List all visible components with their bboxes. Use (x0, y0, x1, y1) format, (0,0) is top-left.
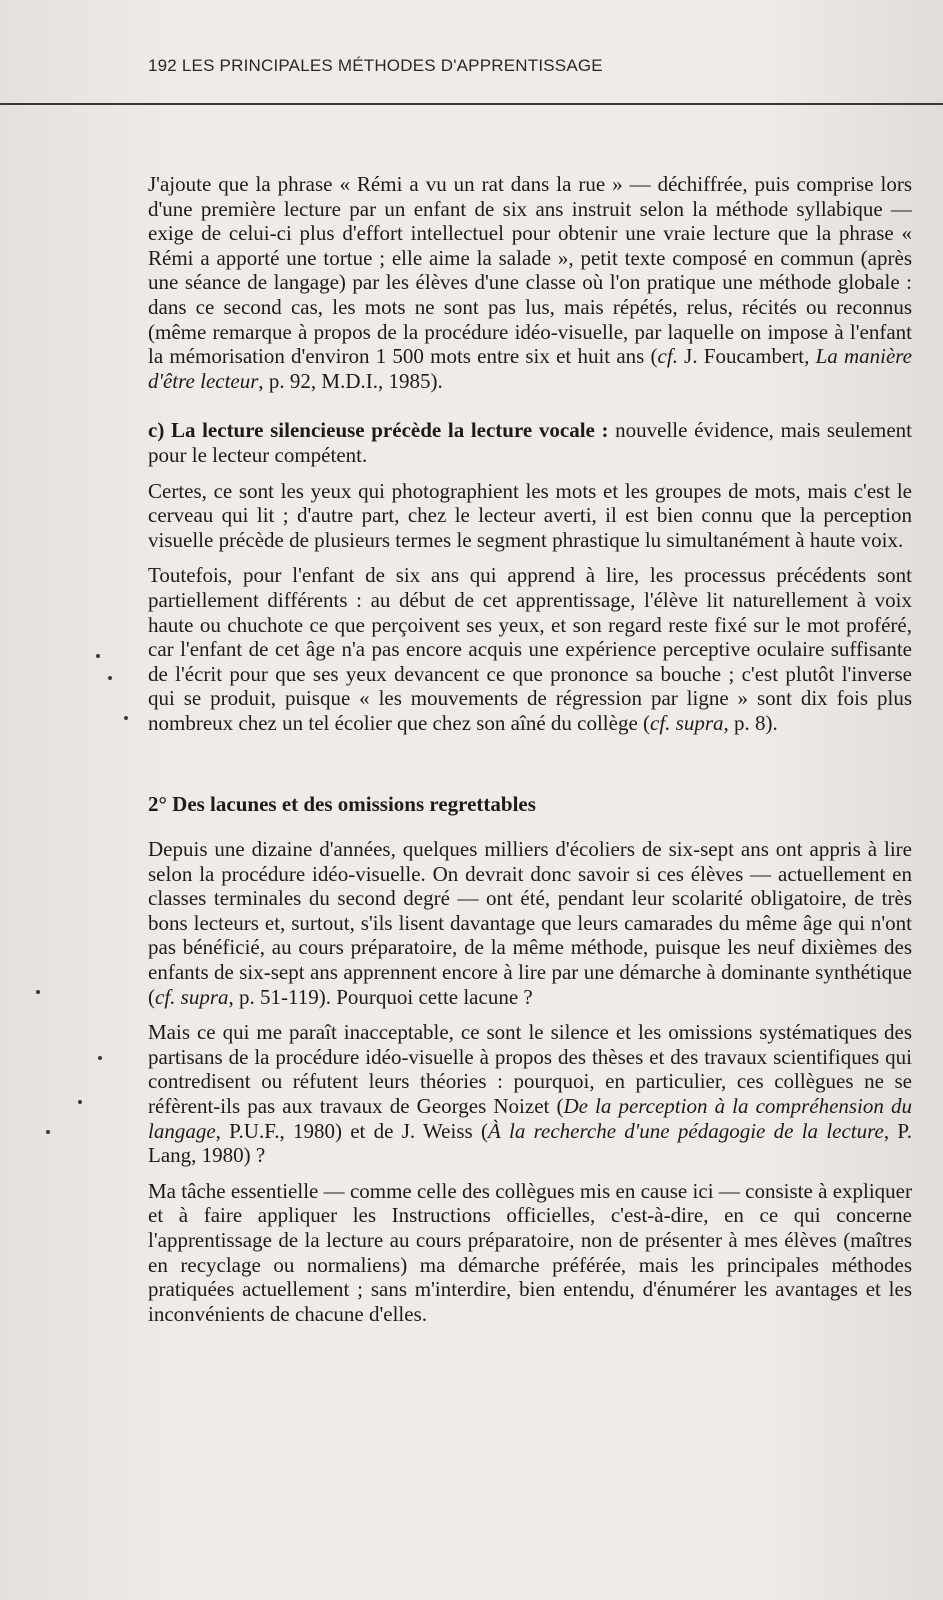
paper-speck (124, 716, 128, 720)
spacer (148, 828, 912, 837)
section-c-paragraph-1: Certes, ce sont les yeux qui photographient les mots et les groupes de mots, mais c'est le cerveau qui lit ; d'autre part, chez le lecteur averti, il est bien connu que la perception visuelle précède de plusieurs termes le segment phrastique lu simultanément à haute voix. (148, 478, 912, 552)
section-2-paragraph-2-end: , P. Lang, 1980) ? (148, 1118, 912, 1168)
section-c-paragraph-2-ref: , p. 8). (723, 710, 778, 735)
section-c-heading-rest: nouvelle évidence, mais seulement pour le lecteur compétent. (148, 418, 912, 467)
paper-speck (36, 990, 40, 994)
section-2-paragraph-1-ref: , p. 51-119). Pourquoi cette lacune ? (228, 984, 533, 1009)
header-rule (0, 103, 943, 105)
section-c-heading: c) La lecture silencieuse précède la lecture vocale : (148, 418, 609, 443)
paper-speck (46, 1130, 50, 1134)
section-2-paragraph-1-cf: cf. supra (155, 984, 229, 1009)
section-c-heading-paragraph (148, 418, 912, 467)
paper-speck (96, 654, 100, 658)
running-title: LES PRINCIPALES MÉTHODES D'APPRENTISSAGE (181, 56, 603, 75)
paragraph-1-text: J'ajoute que la phrase « Rémi a vu un rat dans la rue » — déchiffrée, puis comprise lors d'une première lecture par un enfant de six ans instruit selon la méthode syllabique — exige de celui-ci plus d'effort intellectuel pour obtenir une vraie lecture que la phrase « Rémi a apporté une tortue ; elle aime la salade », petit texte composé en commun (après une séance de langage) par les élèves d'une classe où l'on pratique une méthode globale : dans ce second cas, les mots ne sont pas lus, mais répétés, relus, récités ou reconnus (même remarque à propos de la procédure idéo-visuelle, par laquelle on impose à l'enfant la mémorisation d'environ 1 500 mots entre six et huit ans ( (148, 172, 912, 369)
section-2-paragraph-2-text: Mais ce qui me paraît inacceptable, ce sont le silence et les omissions systématiques des partisans de la procédure idéo-visuelle à propos des thèses et des travaux scientifiques qui contredisent ou réfutent leurs théories : pourquoi, en particulier, ces collègues ne se réfèrent-ils pas aux travaux de Georges Noizet ( (148, 1020, 912, 1118)
paper-speck (78, 1100, 82, 1104)
paper-speck (98, 1056, 102, 1060)
section-2-paragraph-1 (148, 837, 912, 1009)
page-number: 192 (148, 56, 177, 75)
spacer (148, 746, 912, 792)
spacer (148, 404, 912, 418)
section-2-paragraph-2-mid: , P.U.F., 1980) et de J. Weiss ( (215, 1118, 488, 1143)
section-2-book-title-2: À la recherche d'une pédagogie de la lecture (487, 1118, 884, 1143)
section-c-paragraph-2-cf: cf. supra (650, 710, 724, 735)
section-2-heading: 2° Des lacunes et des omissions regrettables (148, 792, 536, 817)
paragraph-1-author: J. Foucambert, (677, 344, 816, 369)
paragraph-1-ref: , p. 92, M.D.I., 1985). (258, 368, 443, 393)
body-text (148, 172, 912, 1337)
running-head (148, 56, 603, 76)
section-2-book-title-1: De la perception à la compréhension du langage (148, 1094, 912, 1143)
section-2-paragraph-1-text: Depuis une dizaine d'années, quelques milliers d'écoliers de six-sept ans ont appris à lire selon la procédure idéo-visuelle. On devrait donc savoir si ces élèves — actuellement en classes terminales du second degré — ont été, pendant leur scolarité obligatoire, de très bons lecteurs et, surtout, s'ils lisent davantage que leurs camarades du même âge qui n'ont pas bénéficié, au cours préparatoire, de la même méthode, puisque les neuf dixièmes des enfants de six-sept ans apprennent encore à lire par une démarche à dominante synthétique ( (148, 837, 912, 1009)
paragraph-1 (148, 172, 912, 393)
section-2-paragraph-2 (148, 1020, 912, 1168)
section-c-paragraph-2 (148, 563, 912, 735)
section-c-paragraph-2-text: Toutefois, pour l'enfant de six ans qui apprend à lire, les processus précédents sont partiellement différents : au début de cet apprentissage, l'élève lit naturellement à voix haute ou chuchote ce que perçoivent ses yeux, et son regard reste fixé sur le mot proféré, car l'enfant de cet âge n'a pas encore acquis une expérience perceptive oculaire suffisante de l'écrit pour que ses yeux devancent ce que prononce sa bouche ; c'est plutôt l'inverse qui se produit, puisque « les mouvements de régression par ligne » sont dix fois plus nombreux chez un tel écolier que chez son aîné du collège ( (148, 563, 912, 735)
section-2-paragraph-3: Ma tâche essentielle — comme celle des collègues mis en cause ici — consiste à expliquer et à faire appliquer les Instructions officielles, c'est-à-dire, en ce qui concerne l'apprentissage de la lecture au cours préparatoire, non de présenter à mes élèves (maîtres en recyclage ou normaliens) ma démarche préférée, mais les principales méthodes pratiquées actuellement ; sans m'interdire, bien entendu, d'énumérer les avantages et les inconvénients de chacune d'elles. (148, 1178, 912, 1326)
paper-speck (108, 676, 112, 680)
paragraph-1-book-title: La manière d'être lecteur (148, 344, 913, 393)
paragraph-1-cf: cf. (657, 344, 678, 369)
